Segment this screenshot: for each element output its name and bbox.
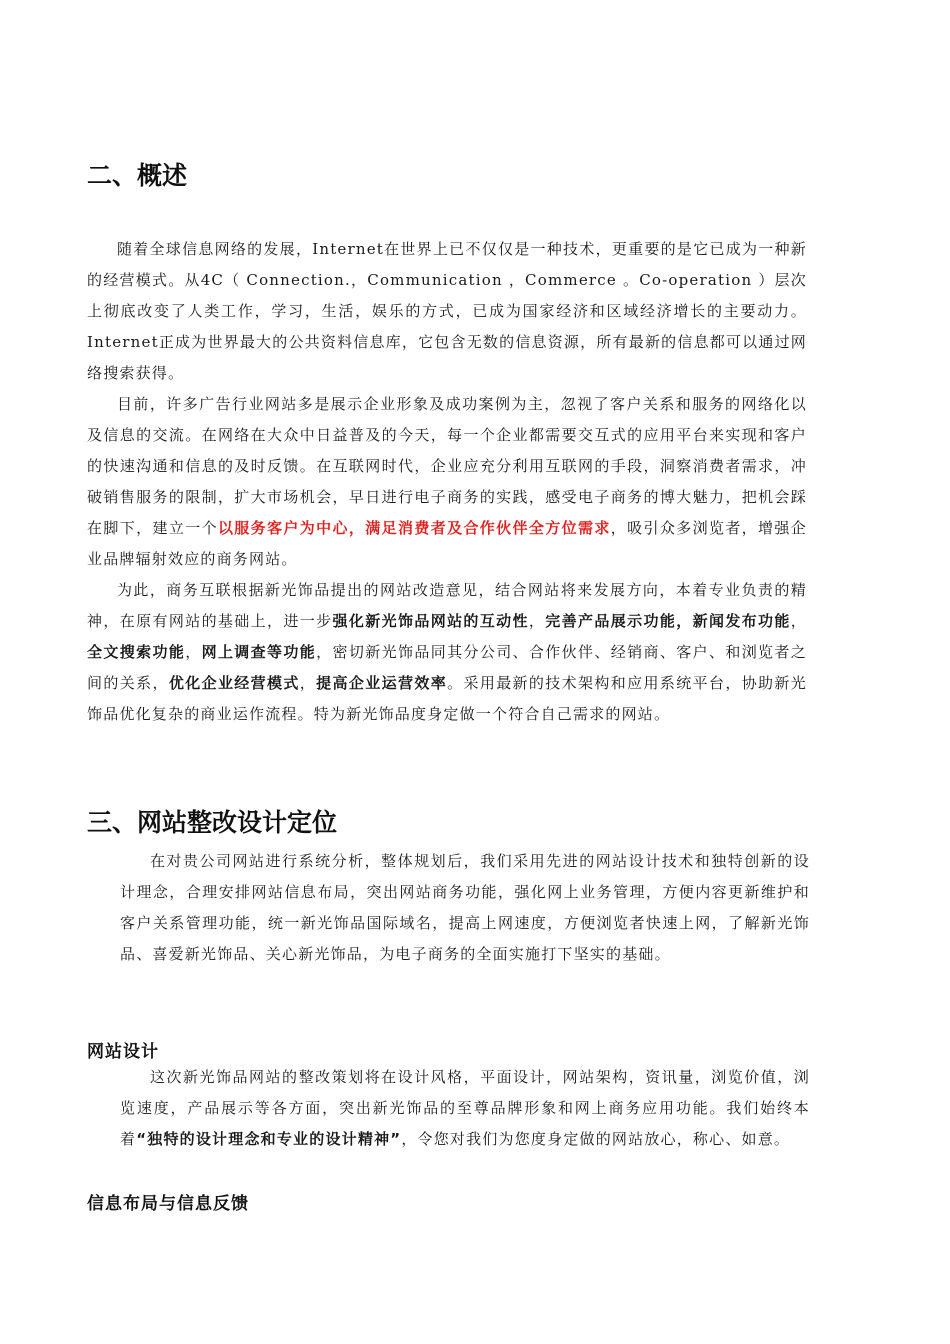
overview-paragraph-2-text-b: ，吸引众多浏览者，增强企业品牌辐射效应的商务网站。	[87, 519, 807, 568]
overview-paragraph-3-bold-6: 提高企业运营效率	[316, 674, 448, 692]
overview-paragraph-3-text-b: ，密切新光饰品同其分公司、合作伙伴、经销商、客户、和浏览者之间的关系，	[87, 643, 807, 692]
info-layout-heading: 信息布局与信息反馈	[87, 1194, 249, 1214]
overview-paragraph-3-sep-4: ，	[299, 674, 317, 692]
overview-paragraph-3-sep-2: ，	[790, 612, 807, 630]
overview-paragraph-3-text-a: 为此，商务互联根据新光饰品提出的网站改造意见，结合网站将来发展方向，本着专业负责的精神，在原有网站的基础上，进一步	[87, 581, 807, 630]
overview-paragraph-3-bold-2: 完善产品展示功能，新闻发布功能	[545, 612, 791, 630]
overview-paragraph-3-bold-3: 全文搜索功能	[87, 643, 186, 661]
website-design-heading: 网站设计	[87, 1042, 159, 1062]
overview-paragraph-2	[87, 389, 807, 575]
website-design-text-a: 这次新光饰品网站的整改策划将在设计风格，平面设计，网站架构，资讯量，浏览价值，浏览速度，产品展示等各方面，突出新光饰品的至尊品牌形象和网上商务应用功能。我们始终本着	[120, 1068, 810, 1148]
overview-paragraph-3-text-c: 。采用最新的技术架构和应用系统平台，协助新光饰品优化复杂的商业运作流程。特为新光饰品度身定做一个符合自己需求的网站。	[87, 674, 807, 723]
overview-paragraph-3-sep-3: ，	[185, 643, 202, 661]
overview-paragraph-3-sep-1: ，	[528, 612, 546, 630]
section-3-title: 三、网站整改设计定位	[87, 808, 338, 837]
overview-paragraph-1: 随着全球信息网络的发展，Internet在世界上已不仅仅是一种技术，更重要的是它已成为一种新的经营模式。从4C（ Connection.，Communication ，Commerce 。Co-operation ）层次上彻底改变了人类工作，学习，生活，娱乐的方式，已成为国家经济和区域经济增长的主要动力。Internet正成为世界最大的公共资料信息库，它包含无数的信息资源，所有最新的信息都可以通过网络搜索获得。	[87, 240, 807, 382]
overview-paragraph-2-text-a: 目前，许多广告行业网站多是展示企业形象及成功案例为主，忽视了客户关系和服务的网络化以及信息的交流。在网络在大众中日益普及的今天，每一个企业都需要交互式的应用平台来实现和客户的快速沟通和信息的及时反馈。在互联网时代，企业应充分利用互联网的手段，洞察消费者需求，冲破销售服务的限制，扩大市场机会，早日进行电子商务的实践，感受电子商务的博大魅力，把机会踩在脚下，建立一个	[87, 395, 807, 537]
positioning-paragraph: 在对贵公司网站进行系统分析，整体规划后，我们采用先进的网站设计技术和独特创新的设计理念，合理安排网站信息布局，突出网站商务功能，强化网上业务管理，方便内容更新维护和客户关系管理功能，统一新光饰品国际域名，提高上网速度，方便浏览者快速上网，了解新光饰品、喜爱新光饰品、关心新光饰品，为电子商务的全面实施打下坚实的基础。	[120, 852, 810, 963]
overview-paragraph-2-highlight: 以服务客户为中心，满足消费者及合作伙伴全方位需求	[217, 519, 611, 537]
website-design-quote: “独特的设计理念和专业的设计精神”	[136, 1130, 402, 1148]
overview-paragraph-3-bold-1: 强化新光饰品网站的互动性	[332, 612, 529, 630]
website-design-text-b: ，令您对我们为您度身定做的网站放心，称心、如意。	[401, 1130, 791, 1148]
website-design-paragraph	[120, 1062, 810, 1155]
overview-paragraph-3-bold-5: 优化企业经营模式	[168, 674, 300, 692]
overview-paragraph-3-bold-4: 网上调查等功能	[201, 643, 317, 661]
section-2-title: 二、概述	[87, 161, 188, 190]
overview-paragraph-3	[87, 575, 807, 730]
